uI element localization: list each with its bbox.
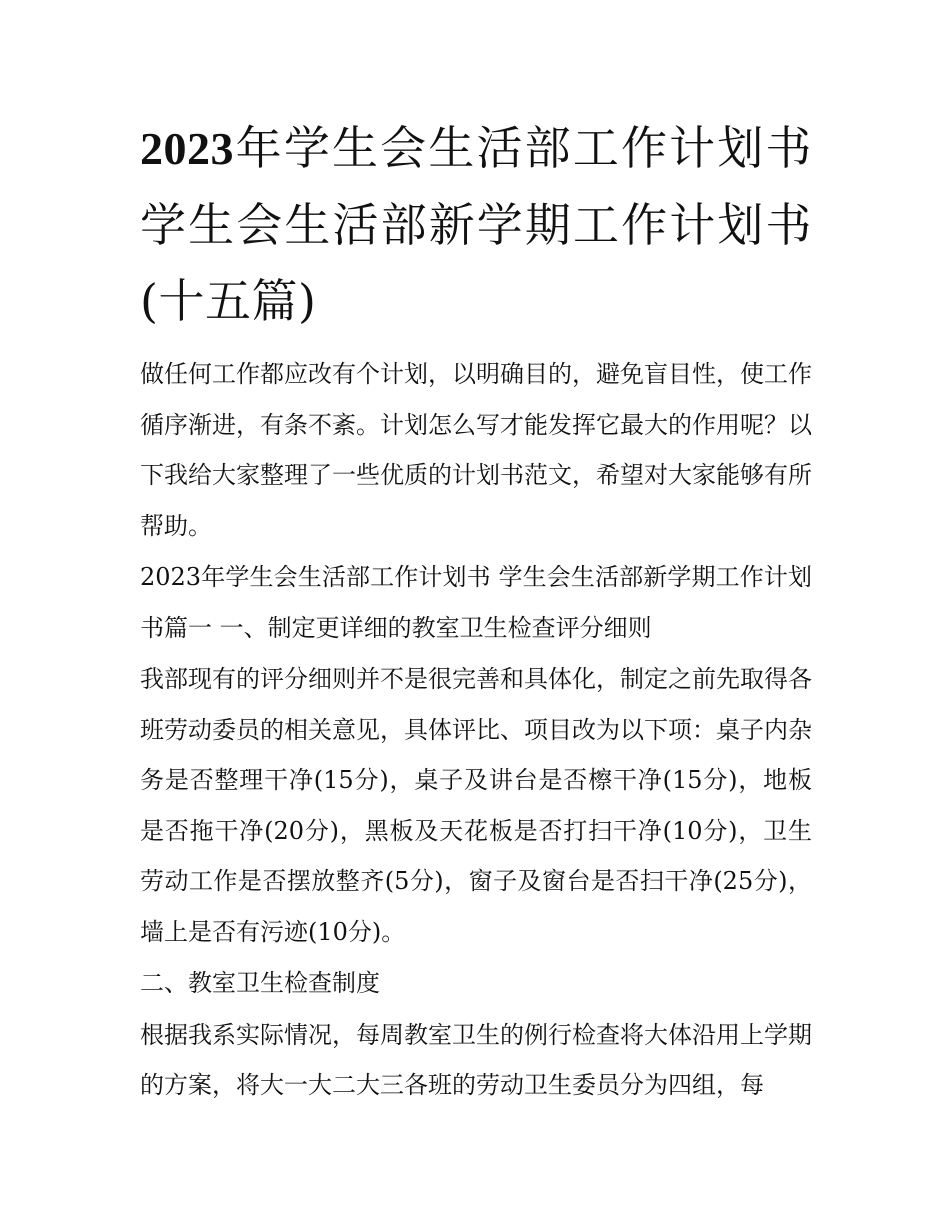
title-year: 2023 <box>140 123 234 174</box>
scoring-rules-paragraph: 我部现有的评分细则并不是很完善和具体化，制定之前先取得各班劳动委员的相关意见，具体评比、项目改为以下项：桌子内杂务是否整理干净(15分)，桌子及讲台是否檫干净(15分)，地板是否拖干净(20分)，黑板及天花板是否打扫干净(10分)，卫生劳动工作是否摆放整齐(5分)，窗子及窗台是否扫干净(25分)，墙上是否有污迹(10分)。 <box>140 665 812 946</box>
document-title <box>140 110 812 339</box>
section-heading-paragraph: 2023年学生会生活部工作计划书 学生会生活部新学期工作计划书篇一 一、制定更详细的教室卫生检查评分细则 <box>140 563 812 642</box>
section-two-heading: 二、教室卫生检查制度 <box>140 969 380 997</box>
title-text: 年学生会生活部工作计划书 学生会生活部新学期工作计划书(十五篇) <box>140 121 812 328</box>
document-body <box>140 110 812 1112</box>
inspection-paragraph: 根据我系实际情况，每周教室卫生的例行检查将大体沿用上学期的方案，将大一大二大三各班的劳动卫生委员分为四组，每 <box>140 1020 812 1099</box>
intro-paragraph: 做任何工作都应改有个计划，以明确目的，避免盲目性，使工作循序渐进，有条不紊。计划怎么写才能发挥它最大的作用呢？以下我给大家整理了一些优质的计划书范文，希望对大家能够有所帮助。 <box>140 360 812 540</box>
